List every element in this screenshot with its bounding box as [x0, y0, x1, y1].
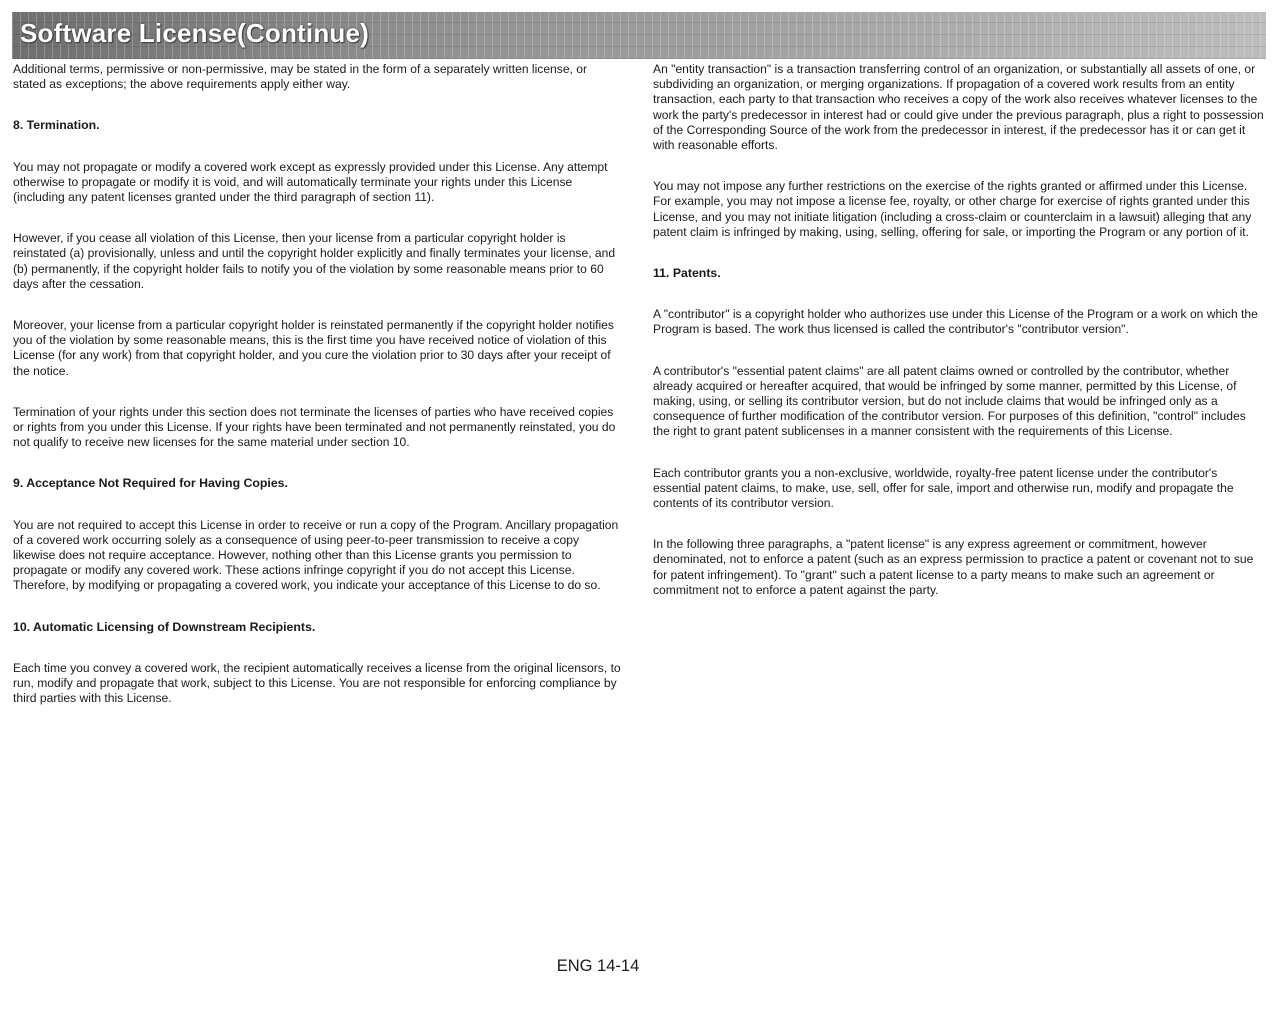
- page-number: ENG 14-14: [556, 957, 640, 975]
- section-heading-termination: 8. Termination.: [13, 118, 100, 133]
- paragraph: You may not impose any further restrictions on the exercise of the rights granted or affirmed under this License. For example, you may not impose a license fee, royalty, or other charge for exercise of rights granted under this License, and you may not initiate litigation (including a cross-claim or counterclaim in a lawsuit) alleging that any patent claim is infringed by making, using, selling, offering for sale, or importing the Program or any portion of it.: [653, 179, 1252, 239]
- right-column: [653, 62, 1265, 624]
- paragraph: Termination of your rights under this section does not terminate the licenses of parties who have received copies or rights from you under this License. If your rights have been terminated and not permanently reinstated, you do not qualify to receive new licenses for the same material under section 10.: [13, 404, 616, 450]
- left-column: [13, 62, 621, 732]
- paragraph: Additional terms, permissive or non-permissive, may be stated in the form of a separately written license, or stated as exceptions; the above requirements apply either way.: [13, 62, 588, 92]
- paragraph: In the following three paragraphs, a "patent license" is any express agreement or commitment, however denominated, not to enforce a patent (such as an express permission to practice a patent or covenant not to sue for patent infringement). To "grant" such a patent license to a party means to make such an agreement or commitment not to enforce a patent against the party.: [653, 537, 1254, 597]
- paragraph: Each contributor grants you a non-exclusive, worldwide, royalty-free patent license under the contributor's essential patent claims, to make, use, sell, offer for sale, import and otherwise run, modify and propagate the contents of its contributor version.: [653, 465, 1234, 511]
- header-banner: [12, 12, 1266, 59]
- paragraph: Moreover, your license from a particular copyright holder is reinstated permanently if the copyright holder notifies you of the violation by some reasonable means, this is the first time you have received notice of violation of this License (for any work) from that copyright holder, and you cure the violation prior to 30 days after your receipt of the notice.: [13, 318, 614, 378]
- paragraph: However, if you cease all violation of this License, then your license from a particular copyright holder is reinstated (a) provisionally, unless and until the copyright holder explicitly and finally terminates your license, and (b) permanently, if the copyright holder fails to notify you of the violation by some reasonable means prior to 60 days after the cessation.: [13, 231, 616, 291]
- section-heading-acceptance: 9. Acceptance Not Required for Having Copies.: [13, 476, 288, 491]
- paragraph: An "entity transaction" is a transaction transferring control of an organization, or substantially all assets of one, or subdividing an organization, or merging organizations. If propagation of a covered work results from an entity transaction, each party to that transaction who receives a copy of the work also receives whatever licenses to the work the party's predecessor in interest had or could give under the previous paragraph, plus a right to possession of the Corresponding Source of the work from the predecessor in interest, if the predecessor has it or can get it with reasonable efforts.: [653, 62, 1264, 153]
- paragraph: Each time you convey a covered work, the recipient automatically receives a license from the original licensors, to run, modify and propagate that work, subject to this License. You are not responsible for enforcing compliance by third parties with this License.: [13, 660, 621, 706]
- page-title: Software License(Continue): [20, 18, 370, 48]
- paragraph: You are not required to accept this License in order to receive or run a copy of the Program. Ancillary propagation of a covered work occurring solely as a consequence of using peer-to-peer transmission to receive a copy likewise does not require acceptance. However, nothing other than this License grants you permission to propagate or modify any covered work. These actions infringe copyright if you do not accept this License. Therefore, by modifying or propagating a covered work, you indicate your acceptance of this License to do so.: [13, 517, 619, 593]
- section-heading-automatic-licensing: 10. Automatic Licensing of Downstream Recipients.: [13, 619, 316, 634]
- section-heading-patents: 11. Patents.: [653, 266, 721, 281]
- paragraph: A "contributor" is a copyright holder who authorizes use under this License of the Program or a work on which the Program is based. The work thus licensed is called the contributor's "contributor version".: [653, 307, 1258, 337]
- paragraph: A contributor's "essential patent claims" are all patent claims owned or controlled by the contributor, whether already acquired or hereafter acquired, that would be infringed by some manner, permitted by this License, of making, using, or selling its contributor version, but do not include claims that would be infringed only as a consequence of further modification of the contributor version. For purposes of this definition, "control" includes the right to grant patent sublicenses in a manner consistent with the requirements of this License.: [653, 363, 1246, 439]
- paragraph: You may not propagate or modify a covered work except as expressly provided under this License. Any attempt otherwise to propagate or modify it is void, and will automatically terminate your rights under this License (including any patent licenses granted under the third paragraph of section 11).: [13, 159, 608, 205]
